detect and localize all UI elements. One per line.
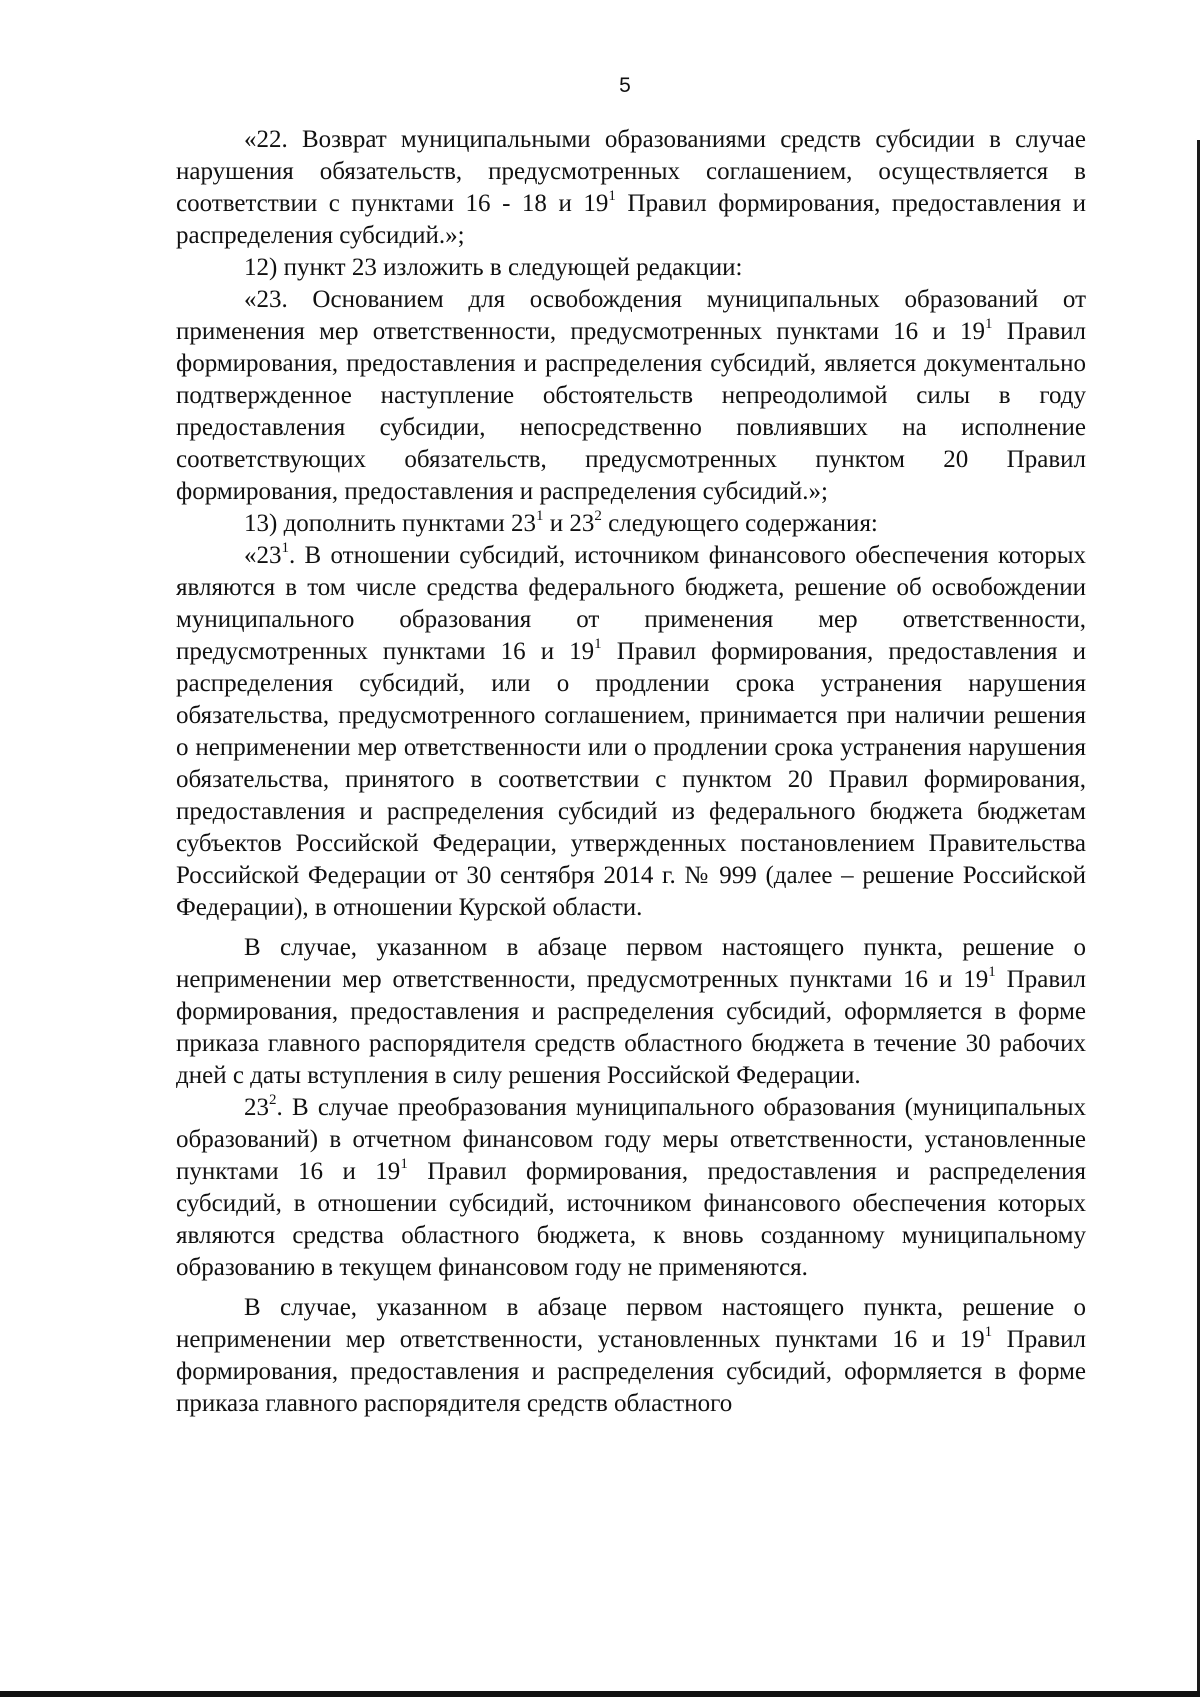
paragraph-23-2: $23^2$. В случае преобразования муниципального образования (муниципальных образований) в отчетном финансовом году меры ответственности, установленные пунктами 16 и $19^1$ Правил формирования, предоставления и распределения субсидий, в отношении субсидий, источником финансового обеспечения которых являются средства областного бюджета, к вновь созданному муниципальному образованию в текущем финансовом году не применяются. [176, 1091, 1087, 1281]
paragraph-23-1: «$23^1$. В отношении субсидий, источником финансового обеспечения которых являются в том числе средства федерального бюджета, решение об освобождении муниципального образования от применения мер ответственности, предусмотренных пунктами 16 и $19^1$ Правил формирования, предоставления и распределения субсидий, или о продлении срока устранения нарушения обязательства, предусмотренного соглашением, принимается при наличии решения о неприменении мер ответственности или о продлении срока устранения нарушения обязательства, принятого в соответствии с пунктом 20 Правил формирования, предоставления и распределения субсидий из федерального бюджета бюджетам субъектов Российской Федерации, утвержденных постановлением Правительства Российской Федерации от 30 сентября 2014 г. № 999 (далее – решение Российской Федерации), в отношении Курской области. [176, 539, 1086, 921]
page-number: 5 [619, 74, 631, 97]
paragraph-22: «22. Возврат муниципальными образованиями средств субсидии в случае нарушения обязательств, предусмотренных соглашением, осуществляется в соответствии с пунктами 16 - 18 и $19^1$ Правил формирования, предоставления и распределения субсидий.»; [176, 126, 1086, 249]
document-body [176, 124, 1086, 1420]
scan-edge-bottom [0, 1691, 1200, 1697]
paragraph-item-12: 12) пункт 23 изложить в следующей редакции: [244, 254, 743, 281]
paragraph-23-1-second: В случае, указанном в абзаце первом настоящего пункта, решение о неприменении мер ответственности, предусмотренных пунктами 16 и $19^1$ Правил формирования, предоставления и распределения субсидий, оформляется в форме приказа главного распорядителя средств областного бюджета в течение 30 рабочих дней с даты вступления в силу решения Российской Федерации. [176, 934, 1086, 1089]
paragraph-23: «23. Основанием для освобождения муниципальных образований от применения мер ответственности, предусмотренных пунктами 16 и $19^1$ Правил формирования, предоставления и распределения субсидий, является документально подтвержденное наступление обстоятельств непреодолимой силы в году предоставления субсидии, непосредственно повлиявших на исполнение соответствующих обязательств, предусмотренных пунктом 20 Правил формирования, предоставления и распределения субсидий.»; [176, 286, 1087, 505]
paragraph-item-13: 13) дополнить пунктами $23^1$ и $23^2$ следующего содержания: [244, 507, 878, 537]
paragraph-23-2-second: В случае, указанном в абзаце первом настоящего пункта, решение о неприменении мер ответственности, установленных пунктами 16 и $19^1$ Правил формирования, предоставления и распределения субсидий, оформляется в форме приказа главного распорядителя средств областного [176, 1294, 1086, 1417]
